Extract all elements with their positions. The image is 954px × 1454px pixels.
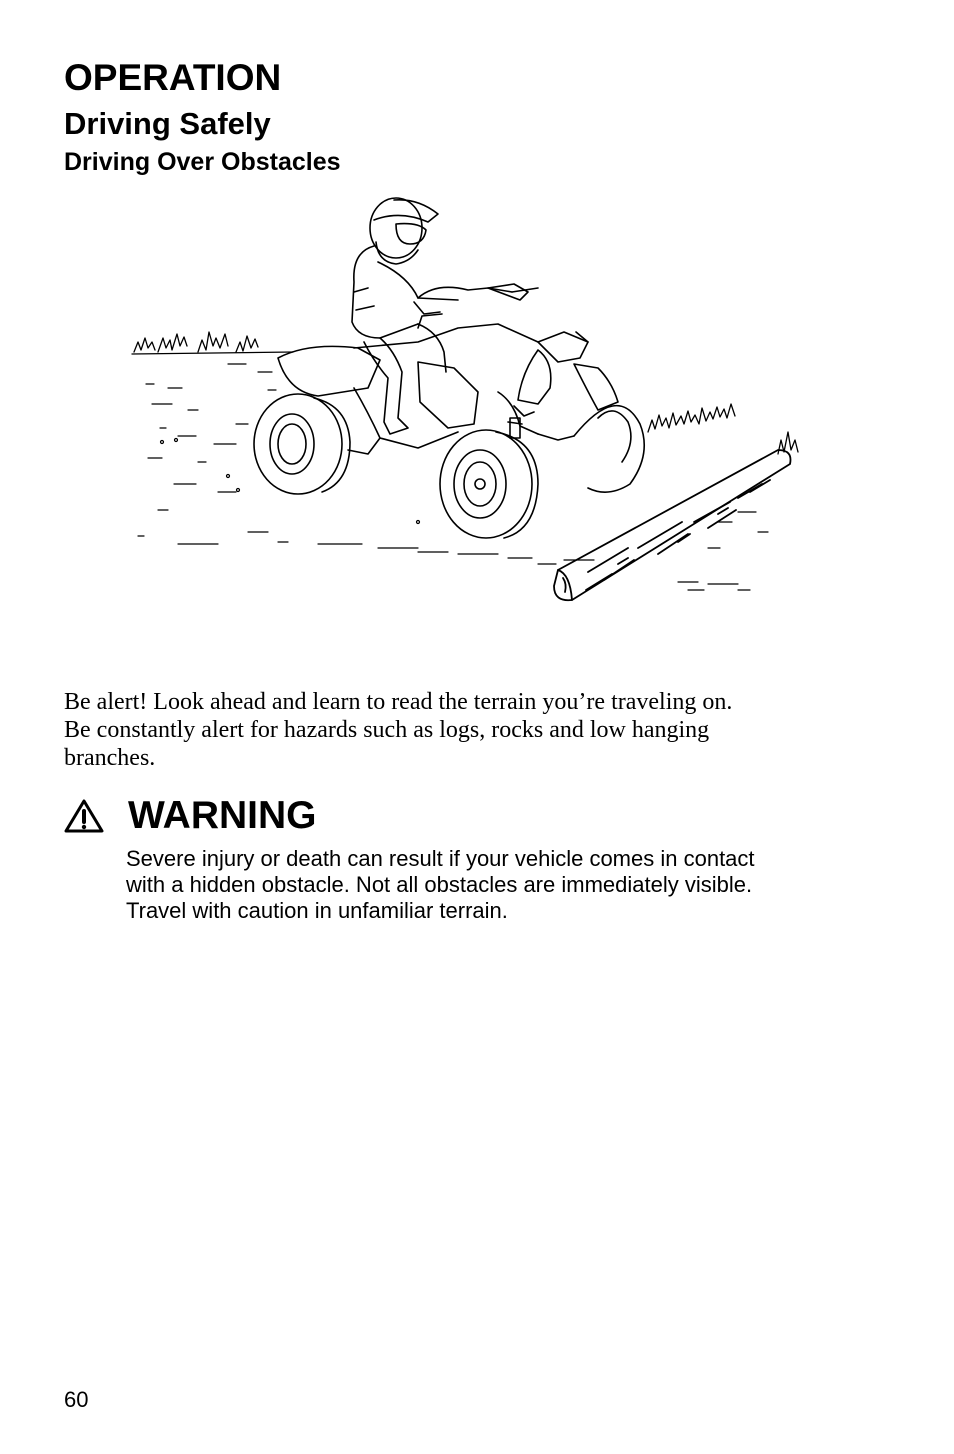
section-title: OPERATION — [64, 57, 282, 98]
warning-line-1: Severe injury or death can result if your vehicle comes in contact — [126, 846, 755, 871]
warning-line-3: Travel with caution in unfamiliar terrain. — [126, 898, 508, 923]
rear-wheel — [254, 394, 350, 494]
atv-over-log-illustration — [118, 192, 818, 622]
body-line-3: branches. — [64, 745, 156, 771]
warning-text — [126, 846, 886, 924]
warning-heading — [64, 792, 317, 840]
warning-triangle-icon — [64, 798, 104, 834]
front-wheel-right — [574, 406, 644, 493]
body-line-1: Be alert! Look ahead and learn to read the terrain you’re traveling on. — [64, 689, 733, 715]
rider — [352, 198, 538, 434]
ground-texture — [138, 364, 768, 590]
subsection-title: Driving Safely — [64, 106, 271, 141]
front-wheel-left — [440, 430, 538, 538]
atv-body — [278, 314, 618, 454]
log — [554, 450, 791, 600]
page-number: 60 — [64, 1387, 89, 1412]
warning-line-2: with a hidden obstacle. Not all obstacles are immediately visible. — [126, 872, 753, 897]
body-line-2: Be constantly alert for hazards such as logs, rocks and low hanging — [64, 717, 710, 743]
warning-title: WARNING — [128, 794, 317, 837]
topic-title: Driving Over Obstacles — [64, 148, 341, 176]
body-paragraph — [64, 688, 884, 772]
